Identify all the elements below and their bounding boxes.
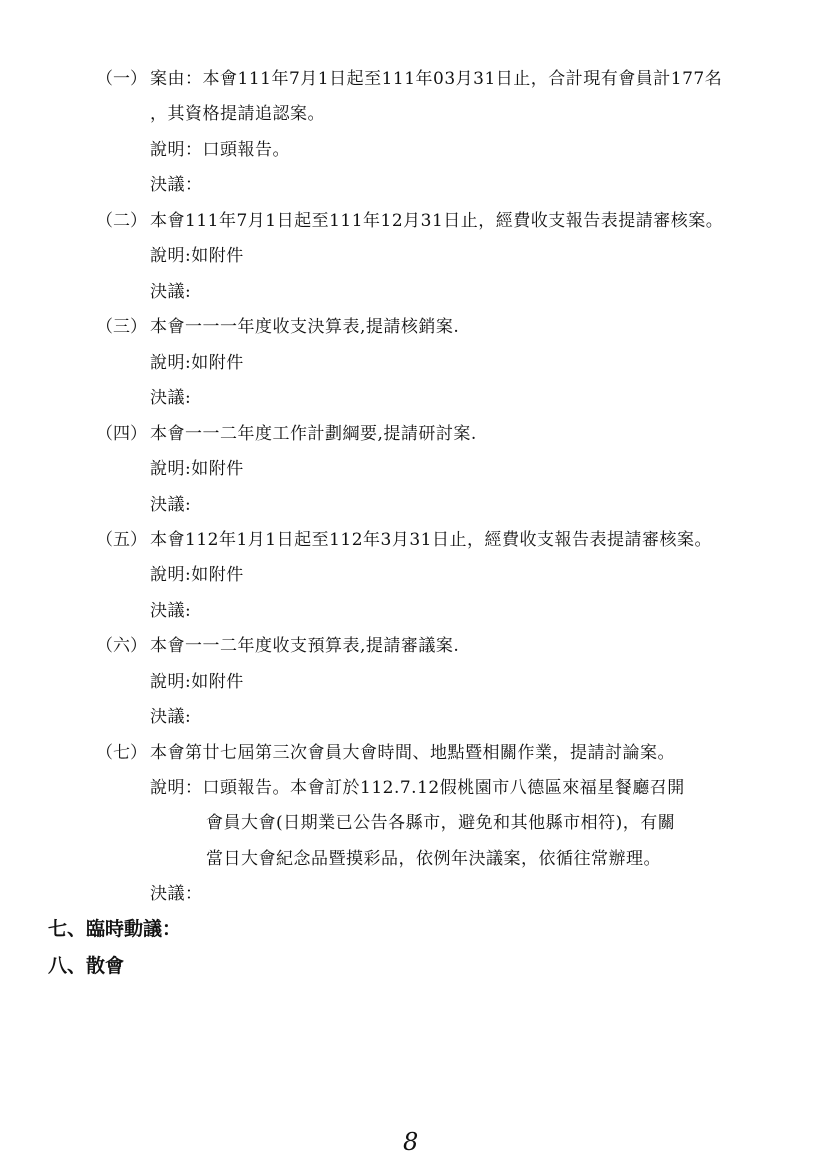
item-7-explanation-line2: 會員大會(日期業已公告各縣市，避免和其他縣市相符)，有關 <box>206 813 676 833</box>
item-2-text: 本會111年7月1日起至111年12月31日止，經費收支報告表提請審核案。 <box>150 211 724 231</box>
item-5-text: 本會112年1月1日起至112年3月31日止，經費收支報告表提請審核案。 <box>150 530 712 550</box>
item-7-explanation-line3: 當日大會紀念品暨摸彩品，依例年決議案，依循往常辦理。 <box>206 849 661 869</box>
item-2-explanation: 說明:如附件 <box>150 246 244 266</box>
item-6-explanation: 說明:如附件 <box>150 672 244 692</box>
item-7-resolution: 決議： <box>150 884 203 904</box>
item-2-number: （二） <box>96 211 147 231</box>
item-6-number: （六） <box>96 636 147 656</box>
item-5-explanation: 說明:如附件 <box>150 565 244 585</box>
item-7-number: （七） <box>96 743 147 763</box>
section-eight-heading: 八、散會 <box>48 955 125 977</box>
item-6-resolution: 決議: <box>150 707 192 727</box>
item-7-text: 本會第廿七屆第三次會員大會時間、地點暨相關作業，提請討論案。 <box>150 743 675 763</box>
item-7-explanation: 說明：口頭報告。本會訂於112.7.12假桃園市八德區來福星餐廳召開 <box>150 778 685 798</box>
item-6-text: 本會一一二年度收支預算表,提請審議案. <box>150 636 460 656</box>
item-4-number: （四） <box>96 424 147 444</box>
item-1-text-cont: ，其資格提請追認案。 <box>150 104 325 124</box>
item-1-resolution: 決議： <box>150 175 203 195</box>
page-number: 8 <box>403 1128 419 1156</box>
item-4-resolution: 決議: <box>150 495 192 515</box>
item-2-resolution: 決議: <box>150 282 192 302</box>
item-3-explanation: 說明:如附件 <box>150 353 244 373</box>
item-1-explanation: 說明：口頭報告。 <box>150 140 290 160</box>
item-4-explanation: 說明:如附件 <box>150 459 244 479</box>
item-5-number: （五） <box>96 530 147 550</box>
item-1-text: 案由：本會111年7月1日起至111年03月31日止，合計現有會員計177名 <box>150 69 723 89</box>
item-3-number: （三） <box>96 317 147 337</box>
item-4-text: 本會一一二年度工作計劃綱要,提請研討案. <box>150 424 477 444</box>
item-3-text: 本會一一一年度收支決算表,提請核銷案. <box>150 317 460 337</box>
item-3-resolution: 決議: <box>150 388 192 408</box>
item-5-resolution: 決議: <box>150 601 192 621</box>
section-seven-heading: 七、臨時動議： <box>48 918 182 940</box>
item-1-number: （一） <box>96 69 147 89</box>
